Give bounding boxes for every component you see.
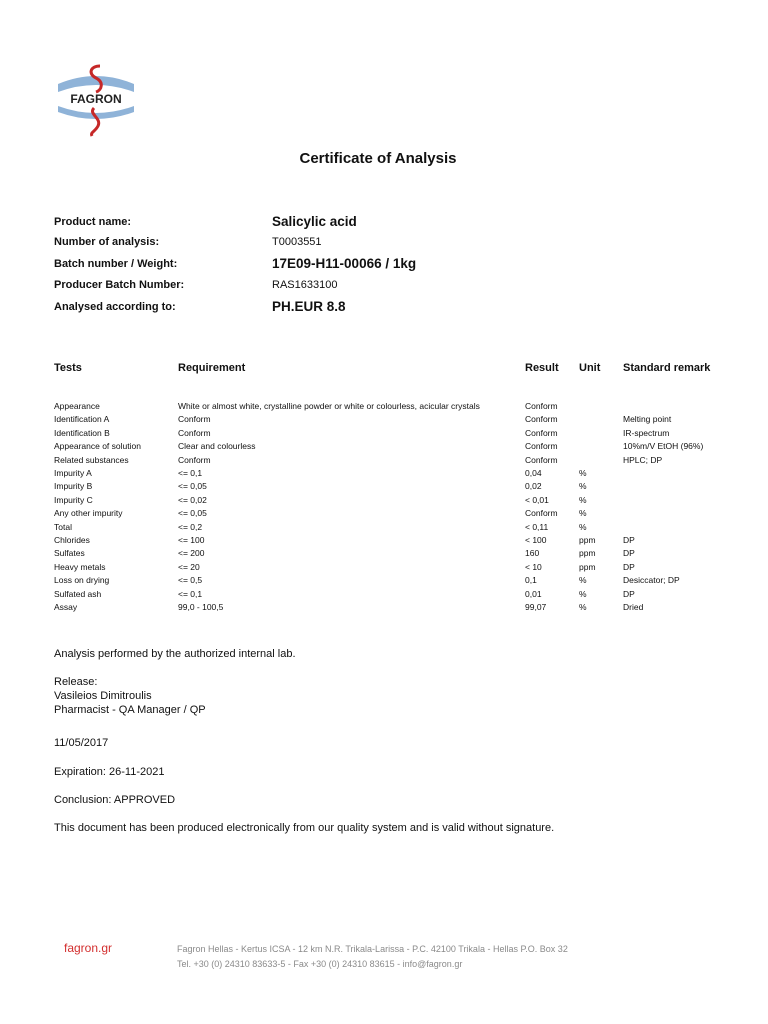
cell-test: Impurity C — [54, 494, 93, 505]
cell-unit: % — [579, 521, 587, 532]
cell-remark: DP — [623, 548, 635, 559]
footer-brand-link[interactable]: fagron.gr — [64, 941, 113, 955]
cell-requirement: <= 0,05 — [178, 508, 207, 519]
cell-result: 160 — [525, 548, 540, 559]
header-unit: Unit — [579, 362, 601, 374]
table-row — [0, 481, 768, 494]
product-name: Salicylic acid — [272, 214, 357, 229]
table-row — [0, 548, 768, 561]
cell-requirement: <= 0,1 — [178, 588, 203, 599]
cell-requirement: 99,0 - 100,5 — [178, 602, 224, 612]
cell-unit: ppm — [579, 548, 596, 559]
cell-test: Appearance of solution — [54, 441, 141, 452]
cell-unit: % — [579, 588, 587, 599]
cell-test: Heavy metals — [54, 561, 106, 572]
table-row — [0, 428, 768, 441]
cell-requirement: <= 0,2 — [178, 521, 203, 532]
cell-test: Assay — [54, 602, 78, 612]
cell-unit: % — [579, 494, 587, 505]
product-name-label: Product name: — [54, 216, 132, 228]
cell-requirement: <= 0,5 — [178, 575, 203, 586]
cell-requirement: <= 100 — [178, 535, 205, 545]
cell-result: < 0,11 — [525, 521, 549, 532]
footer-address: Fagron Hellas - Kertus ICSA - 12 km N.R. Trikala-Larissa - P.C. 42100 Trikala - Hellas P.O. Box 32 — [177, 944, 568, 954]
analysis-number-label: Number of analysis: — [54, 236, 160, 248]
cell-result: Conform — [525, 454, 558, 465]
batch-value: 17E09-H11-00066 / 1kg — [272, 256, 417, 271]
cell-result: 0,1 — [525, 575, 537, 586]
cell-test: Impurity A — [54, 468, 92, 478]
table-row — [0, 522, 768, 535]
table-row — [0, 508, 768, 521]
cell-unit: % — [579, 468, 587, 478]
document-title: Certificate of Analysis — [299, 150, 457, 167]
releaser-name: Vasileios Dimitroulis — [54, 690, 152, 702]
cell-result: 99,07 — [525, 602, 547, 612]
producer-batch-label: Producer Batch Number: — [54, 279, 185, 291]
cell-test: Related substances — [54, 454, 129, 465]
cell-test: Impurity B — [54, 481, 93, 492]
header-tests: Tests — [54, 362, 82, 374]
header-requirement: Requirement — [178, 362, 246, 374]
cell-unit: ppm — [579, 535, 596, 545]
cell-test: Appearance — [54, 401, 100, 411]
cell-requirement: <= 0,02 — [178, 494, 207, 505]
cell-result: Conform — [525, 401, 558, 411]
table-row — [0, 401, 768, 414]
table-row — [0, 575, 768, 588]
table-row — [0, 468, 768, 481]
logo-serpent-bottom — [92, 108, 99, 136]
cell-test: Chlorides — [54, 535, 90, 545]
table-row — [0, 414, 768, 427]
cell-result: Conform — [525, 414, 558, 425]
cell-remark: DP — [623, 535, 635, 545]
cell-test: Identification A — [54, 414, 110, 425]
table-row — [0, 495, 768, 508]
cell-requirement: White or almost white, crystalline powder or white or colourless, acicular crystals — [178, 401, 480, 411]
table-row — [0, 455, 768, 468]
logo-text: FAGRON — [70, 92, 122, 106]
cell-unit: % — [579, 481, 587, 492]
cell-requirement: <= 0,1 — [178, 468, 203, 478]
fagron-logo — [50, 62, 142, 140]
cell-unit: % — [579, 508, 587, 519]
batch-label: Batch number / Weight: — [54, 258, 178, 270]
cell-result: 0,01 — [525, 588, 542, 599]
cell-unit: ppm — [579, 561, 596, 572]
performed-note: Analysis performed by the authorized internal lab. — [54, 648, 296, 660]
cell-result: < 10 — [525, 561, 542, 572]
cell-test: Total — [54, 521, 72, 532]
cell-requirement: <= 20 — [178, 561, 200, 572]
releaser-role: Pharmacist - QA Manager / QP — [54, 704, 206, 716]
cell-test: Any other impurity — [54, 508, 123, 519]
cell-remark: DP — [623, 561, 635, 572]
table-row — [0, 535, 768, 548]
cell-remark: Desiccator; DP — [623, 575, 680, 586]
cell-result: < 100 — [525, 535, 547, 545]
release-label: Release: — [54, 676, 98, 688]
cell-remark: IR-spectrum — [623, 427, 670, 438]
analysed-according-label: Analysed according to: — [54, 301, 176, 313]
table-row — [0, 441, 768, 454]
cell-result: < 0,01 — [525, 494, 549, 505]
table-row — [0, 589, 768, 602]
cell-unit: % — [579, 575, 587, 586]
table-row — [0, 562, 768, 575]
cell-remark: HPLC; DP — [623, 454, 663, 465]
cell-requirement: Conform — [178, 414, 211, 425]
header-result: Result — [525, 362, 559, 374]
cell-requirement: <= 200 — [178, 548, 205, 559]
cell-remark: 10%m/V EtOH (96%) — [623, 441, 704, 452]
cell-remark: Dried — [623, 602, 644, 612]
cell-requirement: Clear and colourless — [178, 441, 256, 452]
expiration-date: Expiration: 26-11-2021 — [54, 766, 165, 778]
conclusion: Conclusion: APPROVED — [54, 794, 176, 806]
cell-result: 0,02 — [525, 481, 542, 492]
cell-requirement: <= 0,05 — [178, 481, 207, 492]
cell-test: Sulfates — [54, 548, 85, 559]
cell-test: Loss on drying — [54, 575, 110, 586]
cell-remark: DP — [623, 588, 635, 599]
cell-remark: Melting point — [623, 414, 672, 425]
cell-test: Sulfated ash — [54, 588, 102, 599]
cell-result: 0,04 — [525, 468, 542, 478]
cell-result: Conform — [525, 441, 558, 452]
disclaimer: This document has been produced electronically from our quality system and is valid without signature. — [54, 822, 555, 834]
cell-test: Identification B — [54, 427, 110, 438]
cell-requirement: Conform — [178, 427, 211, 438]
header-standard-remark: Standard remark — [623, 362, 711, 374]
producer-batch-value: RAS1633100 — [272, 279, 338, 291]
cell-result: Conform — [525, 508, 558, 519]
table-row — [0, 602, 768, 615]
cell-result: Conform — [525, 427, 558, 438]
analysed-according-value: PH.EUR 8.8 — [272, 299, 346, 314]
release-date: 11/05/2017 — [54, 737, 109, 749]
analysis-number: T0003551 — [272, 236, 322, 248]
cell-unit: % — [579, 602, 587, 612]
cell-requirement: Conform — [178, 454, 211, 465]
footer-contact: Tel. +30 (0) 24310 83633-5 - Fax +30 (0) 24310 83615 - info@fagron.gr — [177, 959, 463, 969]
